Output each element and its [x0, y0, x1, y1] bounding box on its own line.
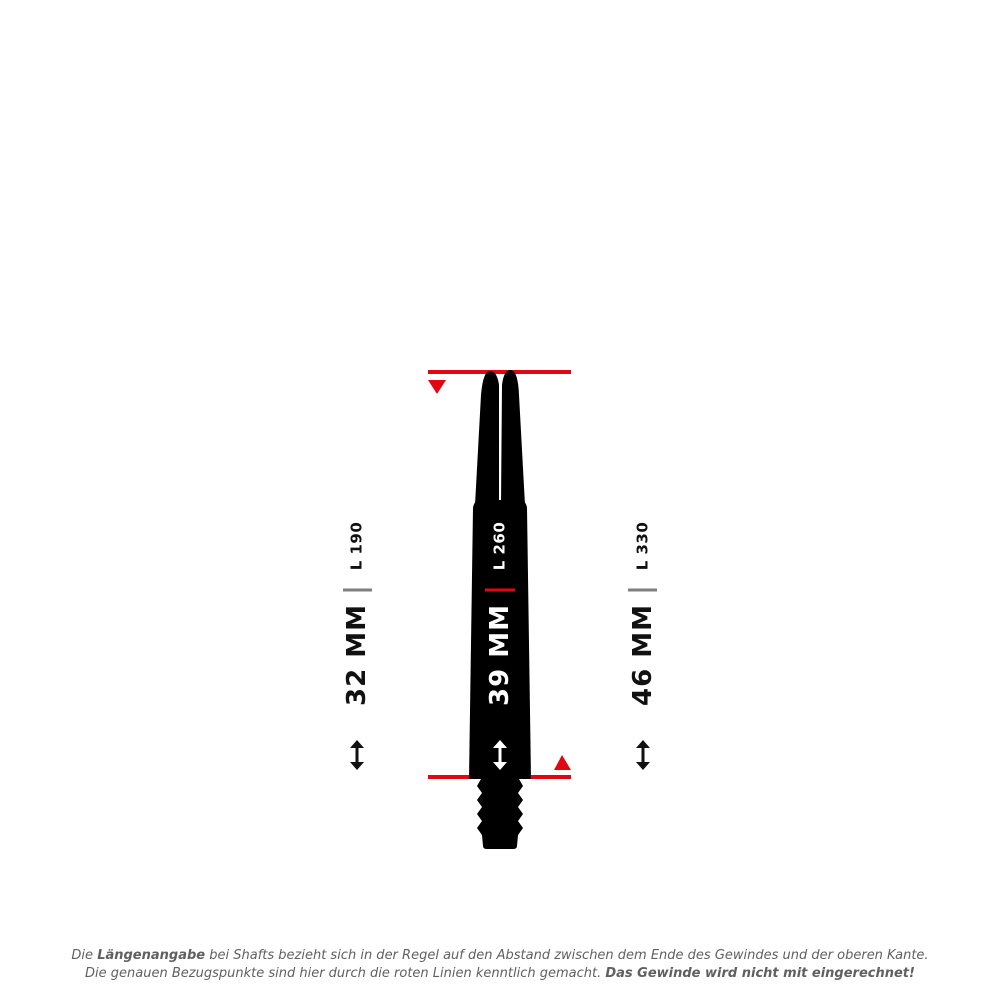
variant-length-32mm: 32 MM: [342, 604, 372, 706]
footnote-line-1-end: bei Shafts bezieht sich in der Regel auf den Abstand zwischen dem Ende des Gewindes und der oberen Kante.: [205, 948, 929, 963]
variant-length-46mm: 46 MM: [628, 604, 658, 706]
shaft-top-prong-right: [501, 370, 525, 505]
footnote-line-2-start: Die genauen Bezugspunkte sind hier durch die roten Linien kenntlich gemacht.: [85, 966, 606, 981]
length-arrow-left: [350, 740, 364, 770]
bottom-reference-marker: [554, 755, 571, 770]
variant-code-l190: L 190: [347, 521, 366, 571]
footnote-line-2-emphasis: Das Gewinde wird nicht mit eingerechnet!: [605, 966, 915, 981]
footnote-line-1-emphasis: Längenangabe: [97, 948, 206, 963]
footnote-line-1-start: Die: [71, 948, 98, 963]
variant-length-39mm: 39 MM: [485, 604, 515, 706]
variant-code-l260: L 260: [490, 521, 509, 571]
variant-code-l330: L 330: [633, 521, 652, 571]
shaft-top-prong-left: [475, 371, 499, 505]
length-arrow-right: [636, 740, 650, 770]
top-reference-marker: [428, 380, 446, 394]
footnote-line-1: [0, 946, 1000, 966]
shaft-thread: [477, 779, 523, 849]
footnote-line-2: [0, 964, 1000, 984]
